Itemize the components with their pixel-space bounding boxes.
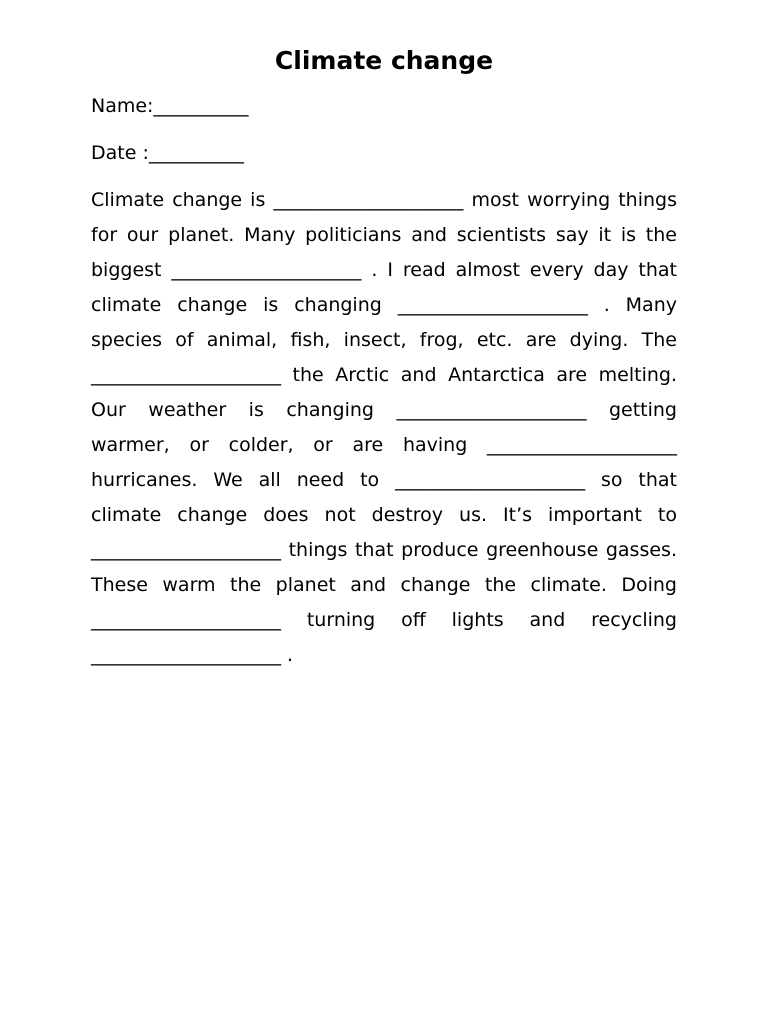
cloze-paragraph [91,183,684,673]
date-field: Date :__________ [91,142,244,164]
page-title: Climate change [274,46,494,75]
name-field: Name:__________ [91,95,249,117]
paragraph-text: Climate change is ____________________ most worrying things for our planet. Many politicians and scientists say it is the biggest ____________________ . I read almost every day that climate change is changing ____________________ . Many species of animal, fish, insect, frog, etc. are dying. The ____________________ the Arctic and Antarctica are melting. Our weather is changing ____________________ getting warmer, or colder, or are having ____________________ hurricanes. We all need to ____________________ so that climate change does not destroy us. It’s important to ____________________ things that produce greenhouse gasses. These warm the planet and change the climate. Doing ____________________ turning off lights and recycling ____________________ . [91,189,684,666]
